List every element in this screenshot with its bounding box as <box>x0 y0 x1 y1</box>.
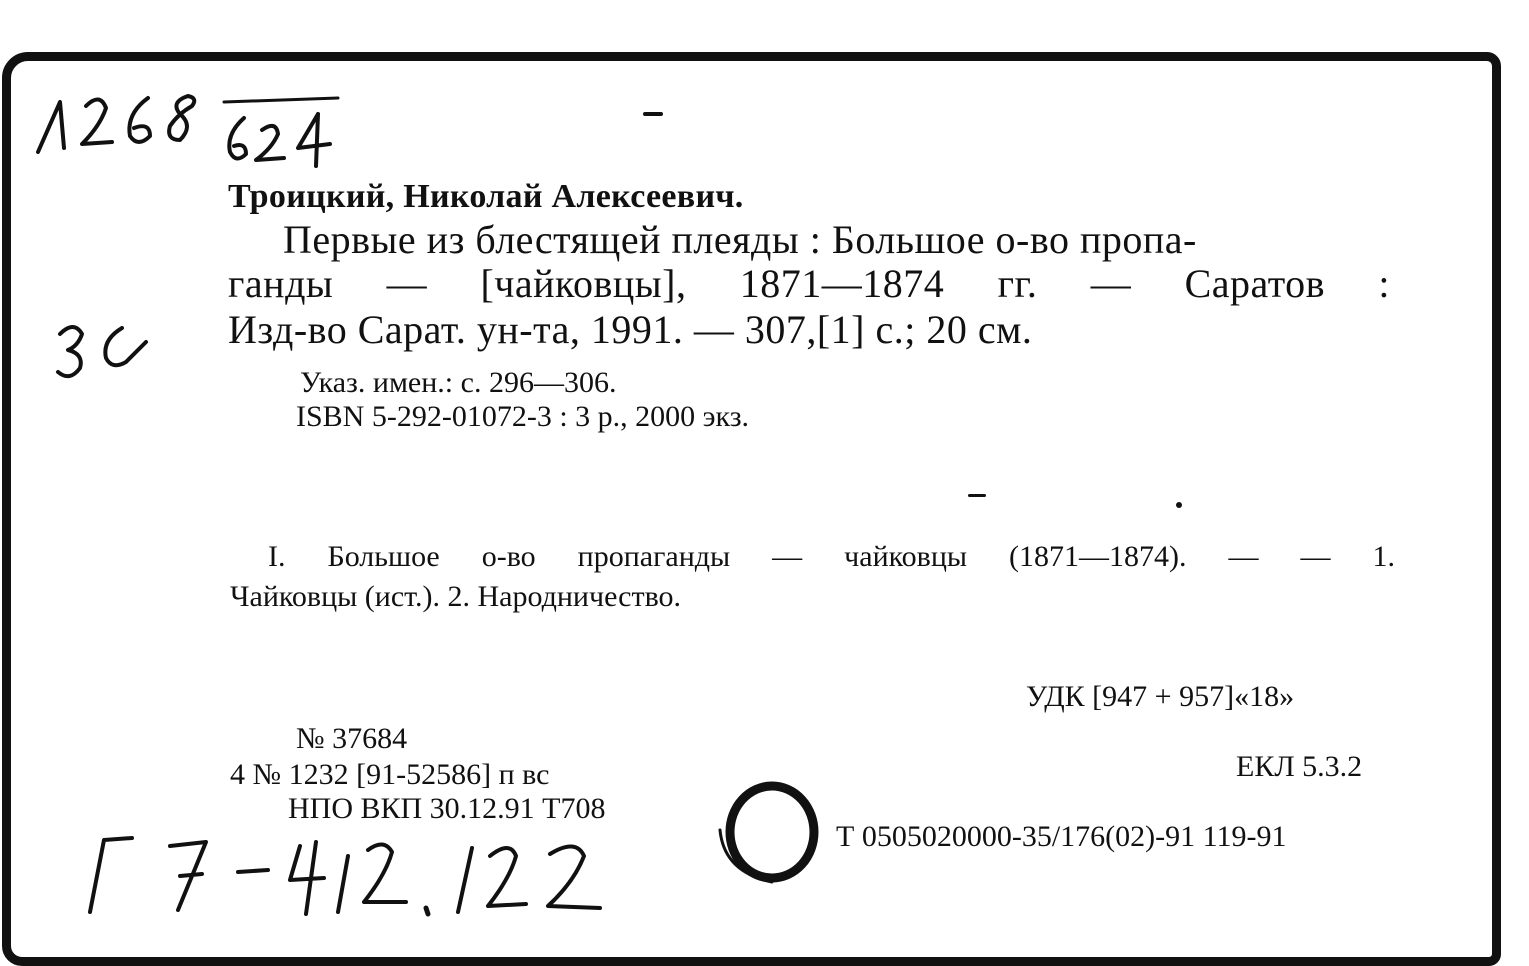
ink-dot <box>1176 502 1182 508</box>
series-code: Т 0505020000-35/176(02)-91 119-91 <box>836 820 1287 853</box>
index-note: Указ. имен.: с. 296—306. <box>300 366 617 399</box>
handwritten-shelf-mark <box>50 312 160 392</box>
title-line-2: ганды — [чайковцы], 1871—1874 гг. — Саратов : <box>228 261 1390 306</box>
subject-line-2: Чайковцы (ист.). 2. Народничество. <box>230 580 682 613</box>
title-line-1: Первые из блестящей плеяды : Большое о-во пропа- <box>283 217 1197 262</box>
handwritten-number-1268 <box>30 84 230 164</box>
handwritten-inventory-number <box>80 828 620 928</box>
ink-dash <box>643 112 663 116</box>
author: Троицкий, Николай Алексеевич. <box>228 178 744 215</box>
handwritten-number-624 <box>218 108 348 172</box>
stamp-circle <box>714 772 830 888</box>
udk-code: УДК [947 + 957]«18» <box>1026 680 1295 713</box>
ink-dash <box>968 494 986 497</box>
subject-line-1: I. Большое о-во пропаганды — чайковцы (1871—1874). — — 1. <box>268 540 1395 573</box>
card-number: № 37684 <box>296 722 408 755</box>
isbn-note: ISBN 5-292-01072-3 : 3 р., 2000 экз. <box>296 400 750 433</box>
print-info: НПО ВКП 30.12.91 Т708 <box>288 792 606 825</box>
title-line-3: Изд-во Сарат. ун-та, 1991. — 307,[1] с.; 20 см. <box>228 307 1033 352</box>
ekl-code: ЕКЛ 5.3.2 <box>1236 750 1363 783</box>
order-number: 4 № 1232 [91-52586] п вс <box>230 758 550 791</box>
